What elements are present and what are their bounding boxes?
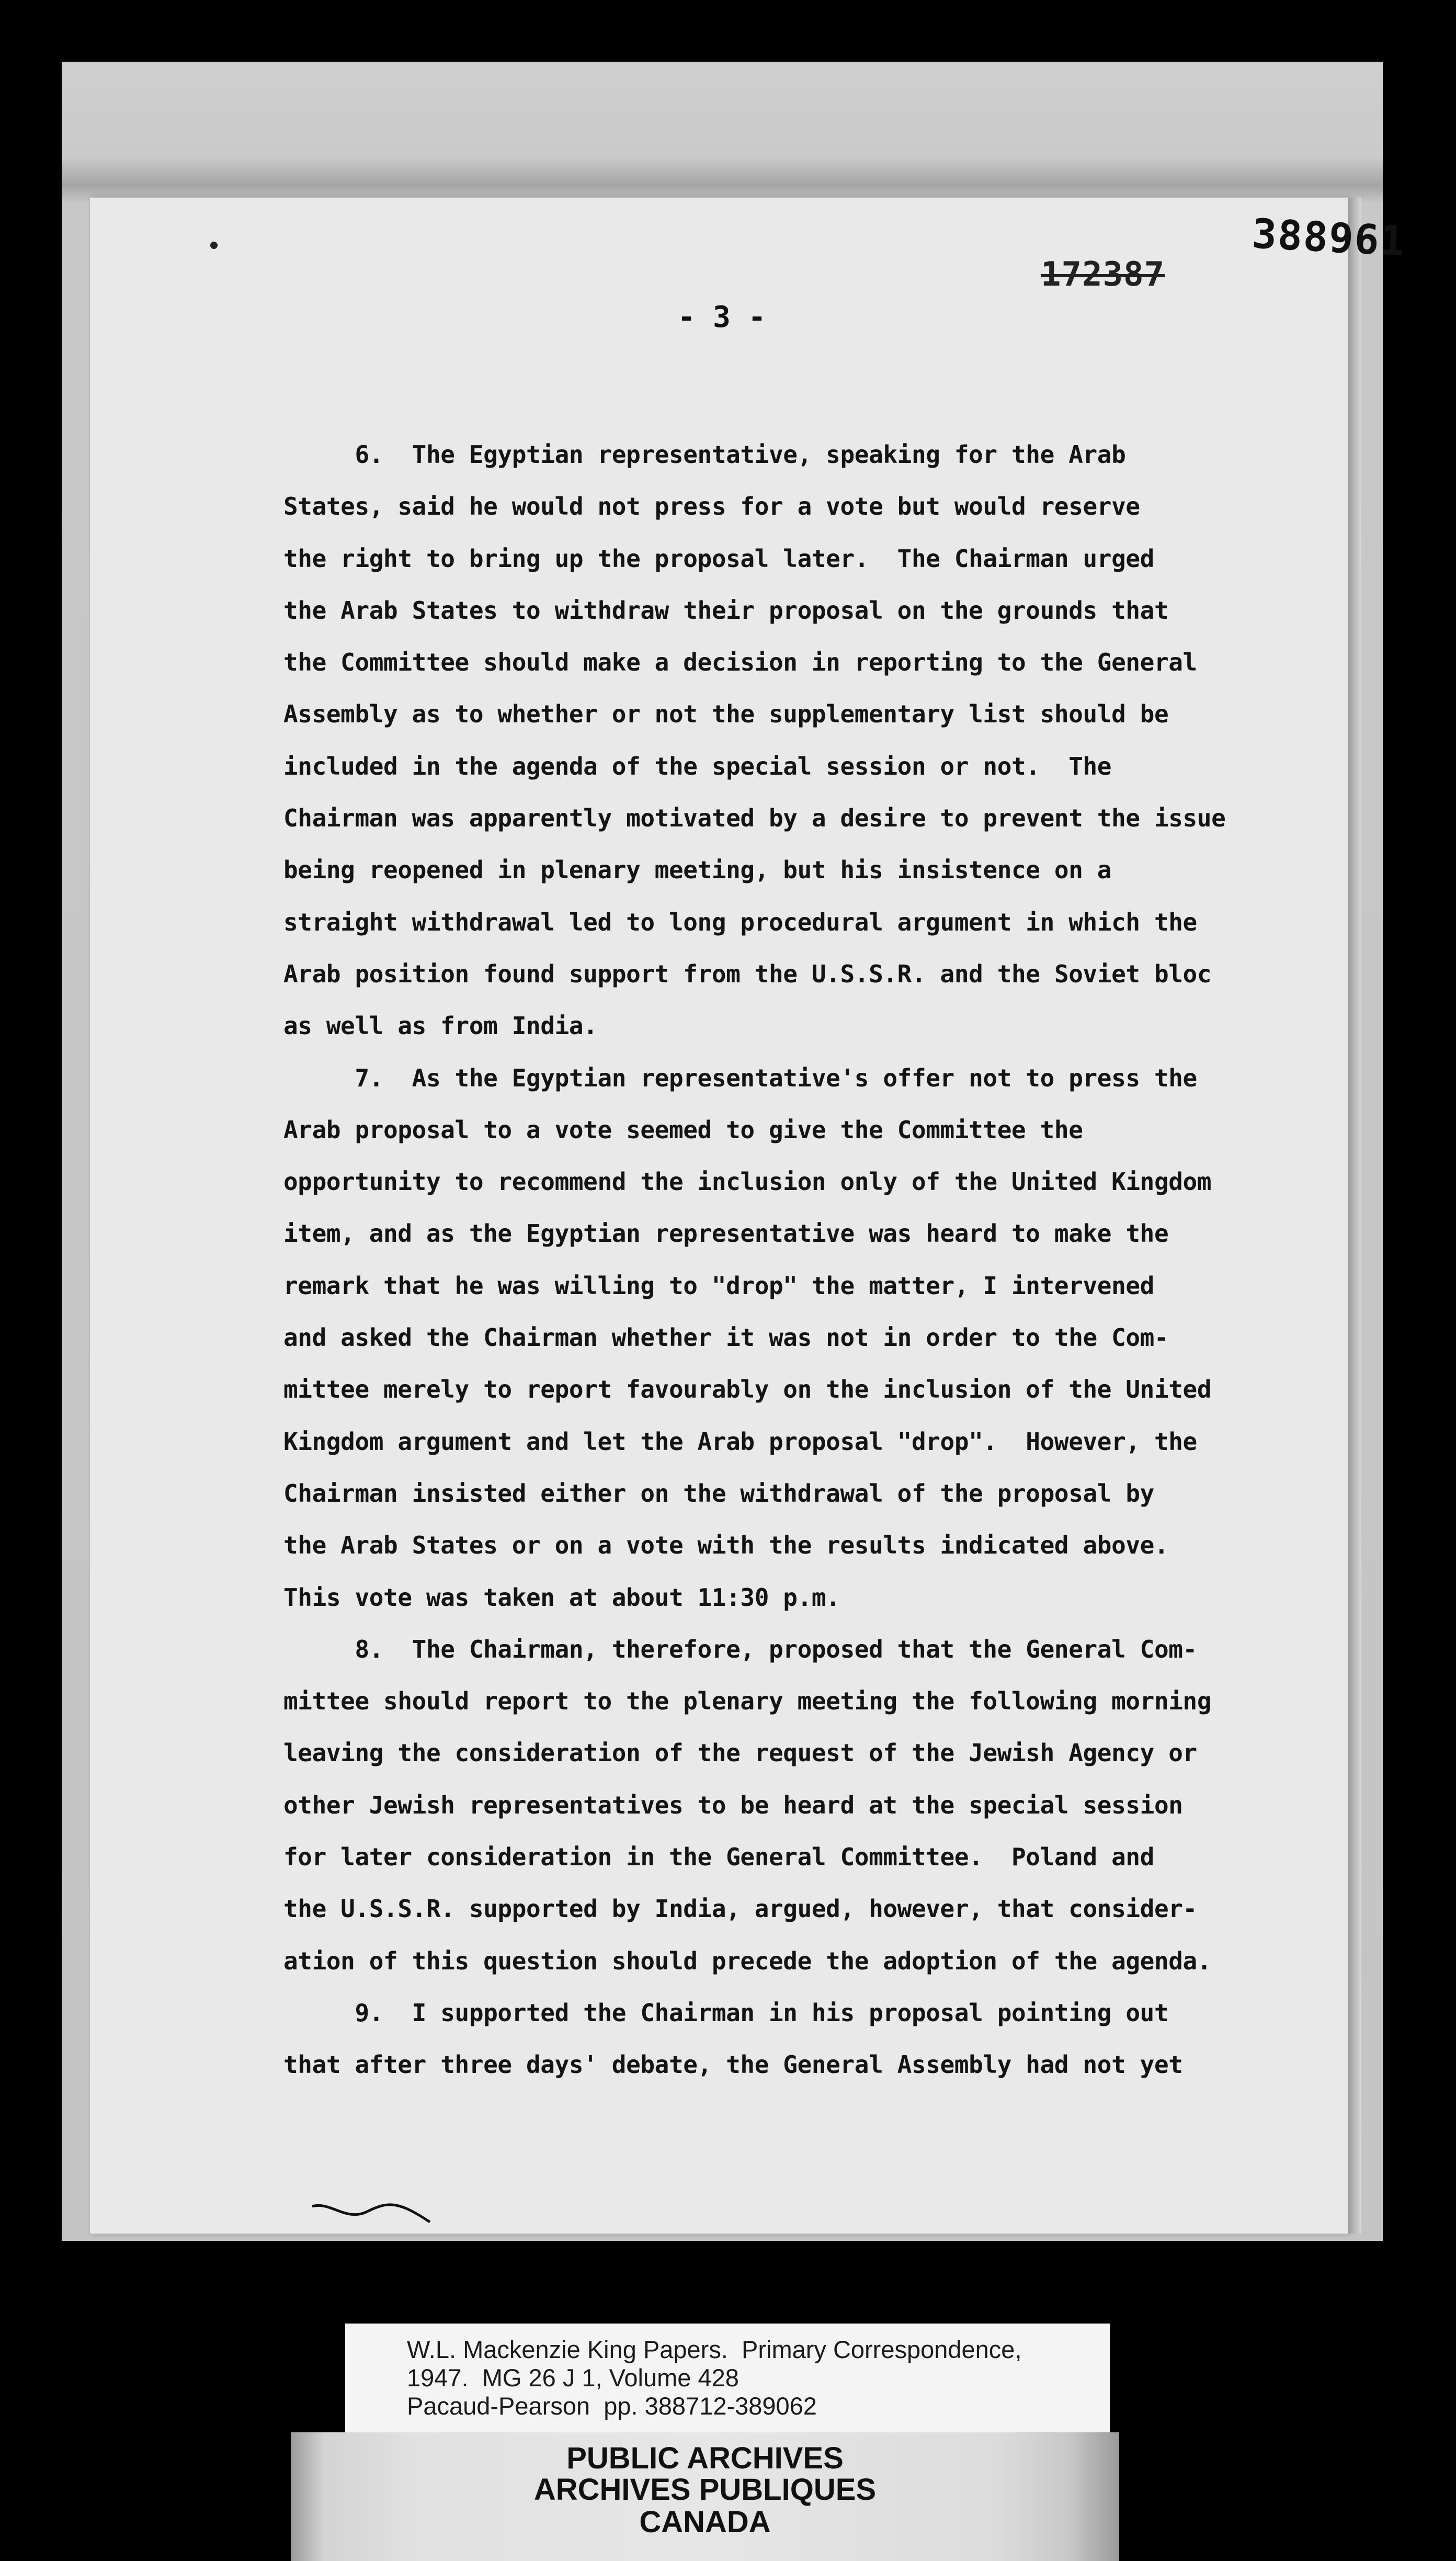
- text-line: 9. I supported the Chairman in his proposal pointing out: [283, 1998, 1169, 2027]
- stamp-line: PUBLIC ARCHIVES: [566, 2441, 844, 2475]
- text-line: remark that he was willing to "drop" the matter, I intervened: [283, 1271, 1154, 1300]
- text-line: Arab position found support from the U.S.S.R. and the Soviet bloc: [283, 959, 1212, 988]
- text-line: included in the agenda of the special session or not. The: [283, 752, 1112, 780]
- old-reference-number: 172387: [1041, 255, 1165, 294]
- text-line: States, said he would not press for a vote but would reserve: [283, 492, 1140, 521]
- text-line: straight withdrawal led to long procedural argument in which the: [283, 908, 1197, 936]
- text-line: 7. As the Egyptian representative's offer not to press the: [283, 1063, 1197, 1092]
- text-line: the right to bring up the proposal later. The Chairman urged: [283, 544, 1154, 573]
- text-line: Arab proposal to a vote seemed to give the Committee the: [283, 1115, 1083, 1144]
- text-line: that after three days' debate, the General Assembly had not yet: [283, 2050, 1183, 2079]
- text-line: Chairman was apparently motivated by a desire to prevent the issue: [283, 804, 1226, 833]
- text-line: the Arab States to withdraw their proposal on the grounds that: [283, 596, 1169, 625]
- margin-mark: [210, 242, 218, 249]
- archive-stamp: [291, 2432, 1119, 2561]
- text-line: as well as from India.: [283, 1012, 598, 1040]
- text-line: This vote was taken at about 11:30 p.m.: [283, 1583, 840, 1612]
- text-line: and asked the Chairman whether it was not in order to the Com-: [283, 1323, 1169, 1352]
- text-line: for later consideration in the General Committee. Poland and: [283, 1843, 1154, 1872]
- text-line: Assembly as to whether or not the supplementary list should be: [283, 700, 1169, 729]
- archive-caption-slip: [345, 2324, 1110, 2432]
- text-line: 6. The Egyptian representative, speaking for the Arab: [283, 440, 1126, 469]
- text-line: mittee merely to report favourably on the inclusion of the United: [283, 1375, 1212, 1404]
- text-line: being reopened in plenary meeting, but his insistence on a: [283, 856, 1112, 885]
- text-line: ation of this question should precede the adoption of the agenda.: [283, 1946, 1212, 1975]
- text-line: leaving the consideration of the request of the Jewish Agency or: [283, 1739, 1197, 1767]
- text-line: item, and as the Egyptian representative was heard to make the: [283, 1219, 1169, 1248]
- page-number: - 3 -: [677, 300, 766, 334]
- caption-line: 1947. MG 26 J 1, Volume 428: [407, 2364, 739, 2392]
- text-line: the Arab States or on a vote with the results indicated above.: [283, 1531, 1169, 1560]
- stamp-line: CANADA: [639, 2505, 771, 2539]
- text-line: the Committee should make a decision in reporting to the General: [283, 648, 1197, 677]
- reference-number: 388961: [1250, 210, 1407, 266]
- text-line: the U.S.S.R. supported by India, argued, however, that consider-: [283, 1895, 1197, 1923]
- typed-body-text: [283, 429, 1429, 2091]
- text-line: Kingdom argument and let the Arab proposal "drop". However, the: [283, 1427, 1197, 1456]
- stamp-line: ARCHIVES PUBLIQUES: [533, 2473, 877, 2507]
- text-line: other Jewish representatives to be heard at the special session: [283, 1791, 1183, 1819]
- text-line: mittee should report to the plenary meeting the following morning: [283, 1687, 1212, 1716]
- text-line: opportunity to recommend the inclusion only of the United Kingdom: [283, 1168, 1212, 1196]
- document-page: [90, 198, 1407, 2234]
- caption-line: Pacaud-Pearson pp. 388712-389062: [407, 2392, 817, 2420]
- pen-scribble-mark: [310, 2185, 435, 2227]
- caption-line: W.L. Mackenzie King Papers. Primary Correspondence,: [407, 2336, 1022, 2363]
- text-line: Chairman insisted either on the withdrawal of the proposal by: [283, 1479, 1154, 1508]
- text-line: 8. The Chairman, therefore, proposed that the General Com-: [283, 1635, 1197, 1663]
- backing-shadow: [62, 157, 1383, 204]
